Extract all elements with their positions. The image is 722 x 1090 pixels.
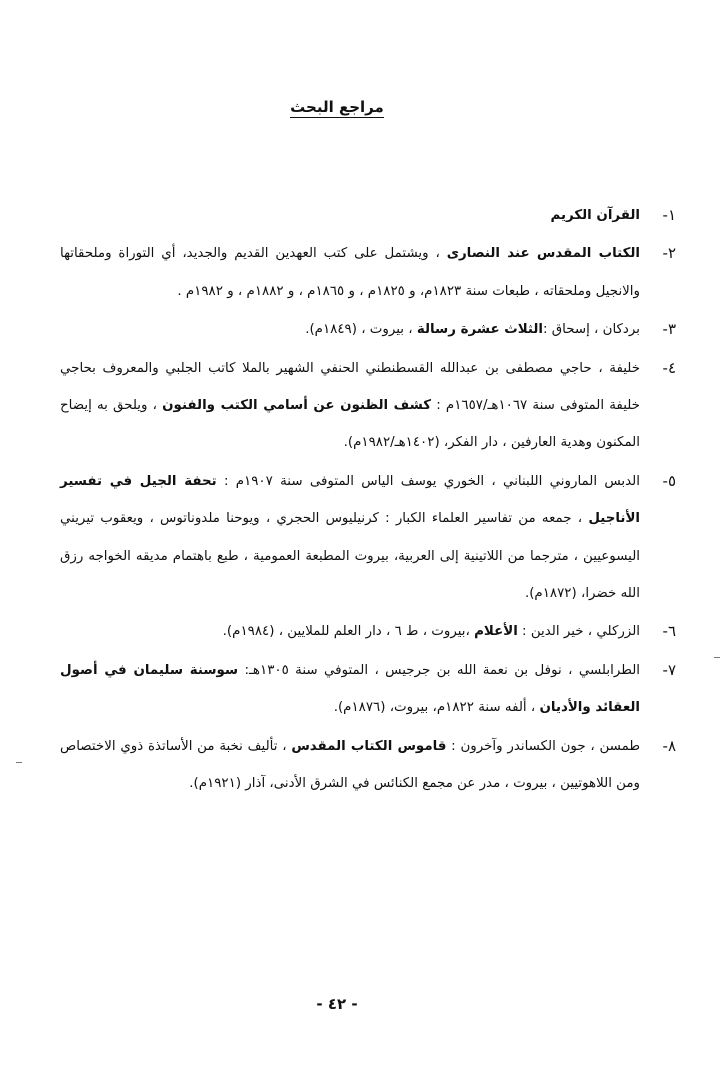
- reference-item: [60, 311, 676, 348]
- reference-detail: الزركلي ، خير الدين :: [517, 624, 640, 640]
- reference-number: ٨-: [662, 736, 676, 755]
- page-number: - ٤٢ -: [316, 995, 358, 1013]
- reference-text: [60, 235, 640, 310]
- reference-item: [60, 728, 676, 803]
- reference-detail: ، ألفه سنة ١٨٢٢م، بيروت، (١٨٧٦م).: [333, 700, 540, 716]
- reference-number: ١-: [662, 206, 676, 224]
- reference-detail: ، ويشتمل على كتب العهدين القديم والجديد، أي التوراة وملحقاتها والانجيل وملحقاته ، طبعات سنة ١٨٢٣م، و ١٨٢٥م ، و ١٨٦٥م ، و ١٨٨٢م ، و ١٩٨٢م .: [60, 246, 640, 299]
- reference-title: القرآن الكريم: [550, 208, 640, 223]
- reference-item: [60, 235, 676, 310]
- reference-detail: ، ويلحق به إيضاح المكنون وهدية العارفين ، دار الفكر، (١٤٠٢هـ/١٩٨٢م).: [60, 398, 640, 451]
- reference-text: [60, 311, 640, 348]
- page-title-text: مراجع البحث: [290, 98, 384, 116]
- reference-item: [60, 463, 676, 613]
- reference-text: [60, 652, 640, 727]
- reference-text: [60, 728, 640, 803]
- reference-item: [60, 197, 676, 234]
- reference-number: ٣-: [662, 320, 676, 339]
- reference-item: [60, 350, 676, 462]
- reference-text: [60, 463, 640, 613]
- reference-title: الكتاب المقدس عند النصارى: [446, 246, 640, 262]
- references-list: [60, 197, 676, 804]
- reference-number: ٥-: [662, 471, 676, 490]
- reference-item: [60, 613, 676, 650]
- reference-text: [60, 613, 640, 650]
- reference-title: قاموس الكتاب المقدس: [291, 738, 447, 754]
- reference-title: سوسنة سليمان في أصول العقائد والأديان: [60, 662, 640, 716]
- reference-detail: ، جمعه من تفاسير العلماء الكبار : كرنيليوس الحجري ، ويوحنا ملدوناتوس ، ويعقوب تيريني اليسوعيين ، مترجما من اللاتينية إلى العربية، بيروت المطبعة العمومية ، طبع باهتمام مديقه الخواجه رزق الله خضرا، (١٨٧٢م).: [60, 511, 640, 602]
- reference-item: [60, 652, 676, 727]
- reference-detail: ، تأليف نخبة من الأساتذة ذوي الاختصاص ومن اللاهوتيين ، بيروت ، مدر عن مجمع الكنائس في الشرق الأدنى، آذار (١٩٢١م).: [60, 738, 640, 792]
- reference-text: [60, 350, 640, 462]
- scan-mark: [16, 762, 22, 763]
- reference-detail: ،بيروت ، ط ٦ ، دار العلم للملايين ، (١٩٨٤م).: [222, 624, 475, 640]
- reference-title: الأعلام: [474, 624, 518, 640]
- reference-title: كشف الظنون عن أسامي الكتب والفنون: [162, 398, 432, 414]
- scan-mark: [714, 657, 720, 658]
- page-title: [0, 98, 674, 116]
- reference-number: ٧-: [662, 660, 676, 679]
- reference-text: [60, 197, 640, 234]
- reference-detail: طمسن ، جون الكساندر وآخرون :: [446, 738, 640, 754]
- reference-number: ٢-: [662, 244, 676, 263]
- reference-title: الثلاث عشرة رسالة: [416, 322, 543, 338]
- reference-detail: ، بيروت ، (١٨٤٩م).: [305, 322, 417, 338]
- reference-detail: بردكان ، إسحاق :: [542, 322, 640, 338]
- reference-detail: الطرابلسي ، نوفل بن نعمة الله بن جرجيس ، المتوفي سنة ١٣٠٥هـ:: [238, 662, 640, 678]
- reference-number: ٦-: [662, 622, 676, 641]
- reference-number: ٤-: [662, 358, 676, 377]
- reference-detail: خليفة ، حاجي مصطفى بن عبدالله القسطنطني الحنفي الشهير بالملا كاتب الجلبي والمعروف بحاجي خليفة المتوفى سنة ١٠٦٧هـ/١٦٥٧م :: [60, 360, 640, 414]
- reference-detail: الدبس الماروني اللبناني ، الخوري يوسف الياس المتوفى سنة ١٩٠٧م :: [216, 473, 640, 489]
- reference-title: تحفة الجيل في تفسير الأناجيل: [60, 473, 640, 527]
